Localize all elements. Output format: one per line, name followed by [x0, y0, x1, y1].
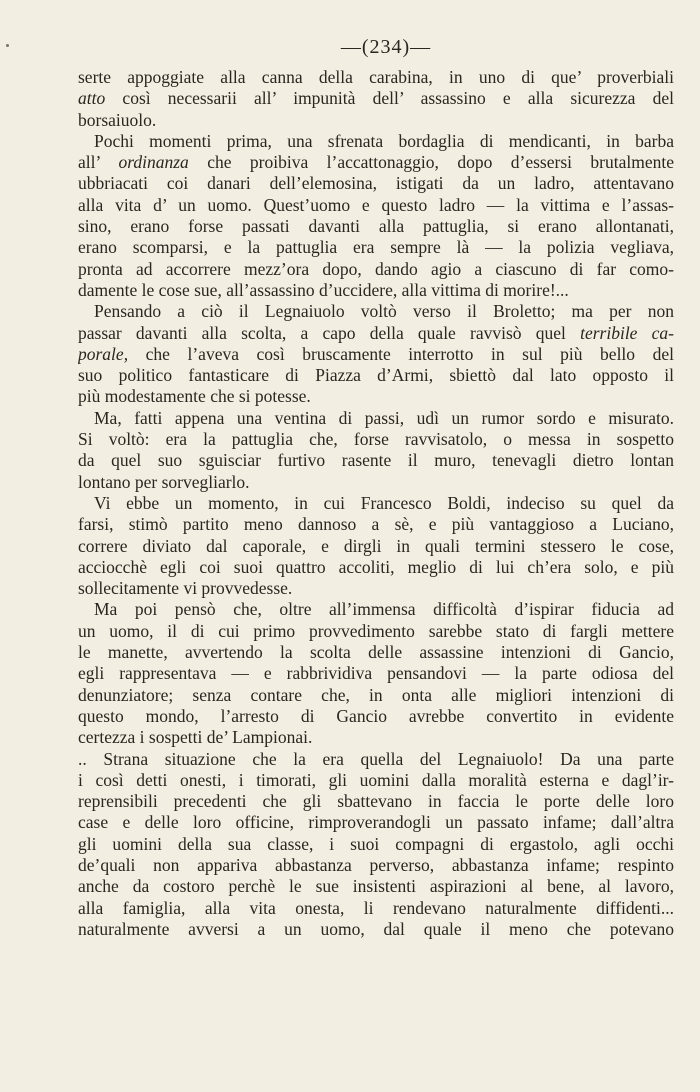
text-segment: ubbriacati coi danari dell’elemosina, istigati da un ladro, attentavano: [78, 173, 674, 194]
text-line: [78, 791, 674, 812]
text-line: [78, 514, 674, 535]
text-line: [78, 195, 674, 216]
text-line: [78, 812, 674, 833]
text-segment: serte appoggiate alla canna della carabina, in uno di que’ proverbiali: [78, 67, 674, 87]
text-line: [78, 110, 674, 131]
text-segment: borsaiuolo.: [78, 109, 157, 130]
text-segment: reprensibili precedenti che gli sbattevano in faccia le porte delle loro: [78, 791, 674, 812]
italic-text: atto: [78, 88, 106, 109]
text-line: [78, 429, 674, 450]
text-line: [78, 88, 674, 109]
text-segment: correre diviato dal caporale, e dirgli in quali termini stessero le cose,: [78, 535, 674, 556]
text-line: [78, 727, 674, 748]
text-segment: i così detti onesti, i timorati, gli uomini dalla moralità esterna e dagl’ir-: [78, 769, 674, 790]
text-line: [78, 216, 674, 237]
text-segment: più modestamente che si potesse.: [78, 386, 311, 407]
text-segment: alla famiglia, alla vita onesta, li rendevano naturalmente diffidenti...: [78, 897, 674, 918]
text-line: [78, 578, 674, 599]
text-segment: denunziatore; senza contare che, in onta alle migliori intenzioni di: [78, 684, 674, 705]
text-segment: erano scomparsi, e la pattuglia era sempre là — la polizia vegliava,: [78, 237, 674, 258]
text-segment: sino, erano forse passati davanti alla pattuglia, si erano allontanati,: [78, 216, 674, 237]
text-segment: Pochi momenti prima, una sfrenata bordaglia di mendicanti, in barba: [94, 130, 674, 151]
text-line: [78, 67, 674, 88]
text-segment: le manette, avvertendo la scolta delle assassine intenzioni di Gancio,: [78, 642, 674, 663]
text-segment: lontano per sorvegliarlo.: [78, 471, 250, 492]
text-line: [78, 663, 674, 684]
text-line: [78, 344, 674, 365]
text-segment: Ma, fatti appena una ventina di passi, udì un rumor sordo e misurato.: [94, 407, 674, 428]
text-line: [78, 408, 674, 429]
text-line: [78, 536, 674, 557]
text-line: [78, 621, 674, 642]
body-text: [78, 67, 674, 940]
text-segment: Pensando a ciò il Legnaiuolo voltò verso il Broletto; ma per non: [94, 301, 674, 322]
text-segment: da quel suo sguisciar furtivo rasente il muro, tenevagli dietro lontan: [78, 450, 674, 471]
text-line: [78, 919, 674, 940]
text-segment: naturalmente avversi a un uomo, dal quale il meno che potevano: [78, 918, 674, 939]
text-line: [78, 365, 674, 386]
text-line: [78, 301, 674, 322]
text-line: [78, 876, 674, 897]
text-segment: sollecitamente vi provvedesse.: [78, 578, 293, 599]
text-line: [78, 855, 674, 876]
text-line: [78, 323, 674, 344]
text-line: [78, 685, 674, 706]
text-segment: Si voltò: era la pattuglia che, forse ravvisatolo, o messa in sospetto: [78, 429, 674, 450]
text-segment: damente le cose sue, all’assassino d’uccidere, alla vittima di morire!...: [78, 279, 569, 300]
text-segment: alla vita d’ un uomo. Quest’uomo e questo ladro — la vittima e l’assas-: [78, 194, 674, 215]
text-line: [78, 152, 674, 173]
text-segment: pronta ad accorrere mezz’ora dopo, dando agio a ciascuno di far como-: [78, 258, 674, 279]
text-line: [78, 131, 674, 152]
italic-text: terribile ca-: [580, 322, 674, 343]
text-segment: che l’aveva così bruscamente interrotto in sul più bello del: [128, 343, 674, 364]
text-line: [78, 237, 674, 258]
text-line: [78, 599, 674, 620]
italic-text: ordinanza: [118, 152, 189, 173]
text-segment: suo politico fantasticare di Piazza d’Armi, sbiettò dal lato opposto il: [78, 365, 674, 386]
text-line: [78, 557, 674, 578]
text-line: [78, 280, 674, 301]
text-segment: de’quali non appariva abbastanza perverso, abbastanza infame; respinto: [78, 854, 674, 875]
text-segment: così necessarii all’ impunità dell’ assassino e alla sicurezza del: [105, 88, 674, 109]
text-segment: passar davanti alla scolta, a capo della quale ravvisò quel: [78, 322, 581, 343]
italic-text: porale,: [78, 343, 129, 364]
text-line: [78, 450, 674, 471]
text-segment: un uomo, il di cui primo provvedimento sarebbe stato di fargli mettere: [78, 620, 674, 641]
text-line: [78, 386, 674, 407]
text-line: [78, 834, 674, 855]
text-segment: case e delle loro officine, rimproverandogli un passato infame; dall’altra: [78, 812, 674, 833]
text-line: [78, 898, 674, 919]
text-segment: anche da costoro perchè le sue insistenti aspirazioni al bene, al lavoro,: [78, 876, 674, 897]
text-line: [78, 706, 674, 727]
text-segment: farsi, stimò partito meno dannoso a sè, e più vantaggioso a Luciano,: [78, 514, 674, 535]
text-line: [78, 259, 674, 280]
text-line: [78, 770, 674, 791]
text-line: [78, 472, 674, 493]
text-line: [78, 642, 674, 663]
text-segment: all’: [78, 152, 119, 173]
text-line: [78, 749, 674, 770]
text-segment: questo mondo, l’arresto di Gancio avrebbe convertito in evidente: [78, 705, 674, 726]
text-segment: gli uomini della sua classe, i suoi compagni di ergastolo, agli occhi: [78, 833, 674, 854]
text-segment: certezza i sospetti de’ Lampionai.: [78, 727, 313, 748]
text-segment: che proibiva l’accattonaggio, dopo d’essersi brutalmente: [188, 152, 674, 173]
text-segment: Vi ebbe un momento, in cui Francesco Boldi, indeciso su quel da: [94, 492, 674, 513]
scan-speck: [6, 44, 9, 47]
text-line: [78, 493, 674, 514]
text-segment: Ma poi pensò che, oltre all’immensa difficoltà d’ispirar fiducia ad: [94, 599, 674, 620]
text-segment: .. Strana situazione che la era quella del Legnaiuolo! Da una parte: [78, 748, 674, 769]
text-segment: egli rappresentava — e rabbrividiva pensandovi — la parte odiosa del: [78, 663, 674, 684]
page-number: —(234)—: [340, 36, 432, 58]
text-segment: acciocchè egli coi suoi quattro accoliti, meglio di lui ch’era solo, e più: [78, 556, 674, 577]
text-line: [78, 173, 674, 194]
